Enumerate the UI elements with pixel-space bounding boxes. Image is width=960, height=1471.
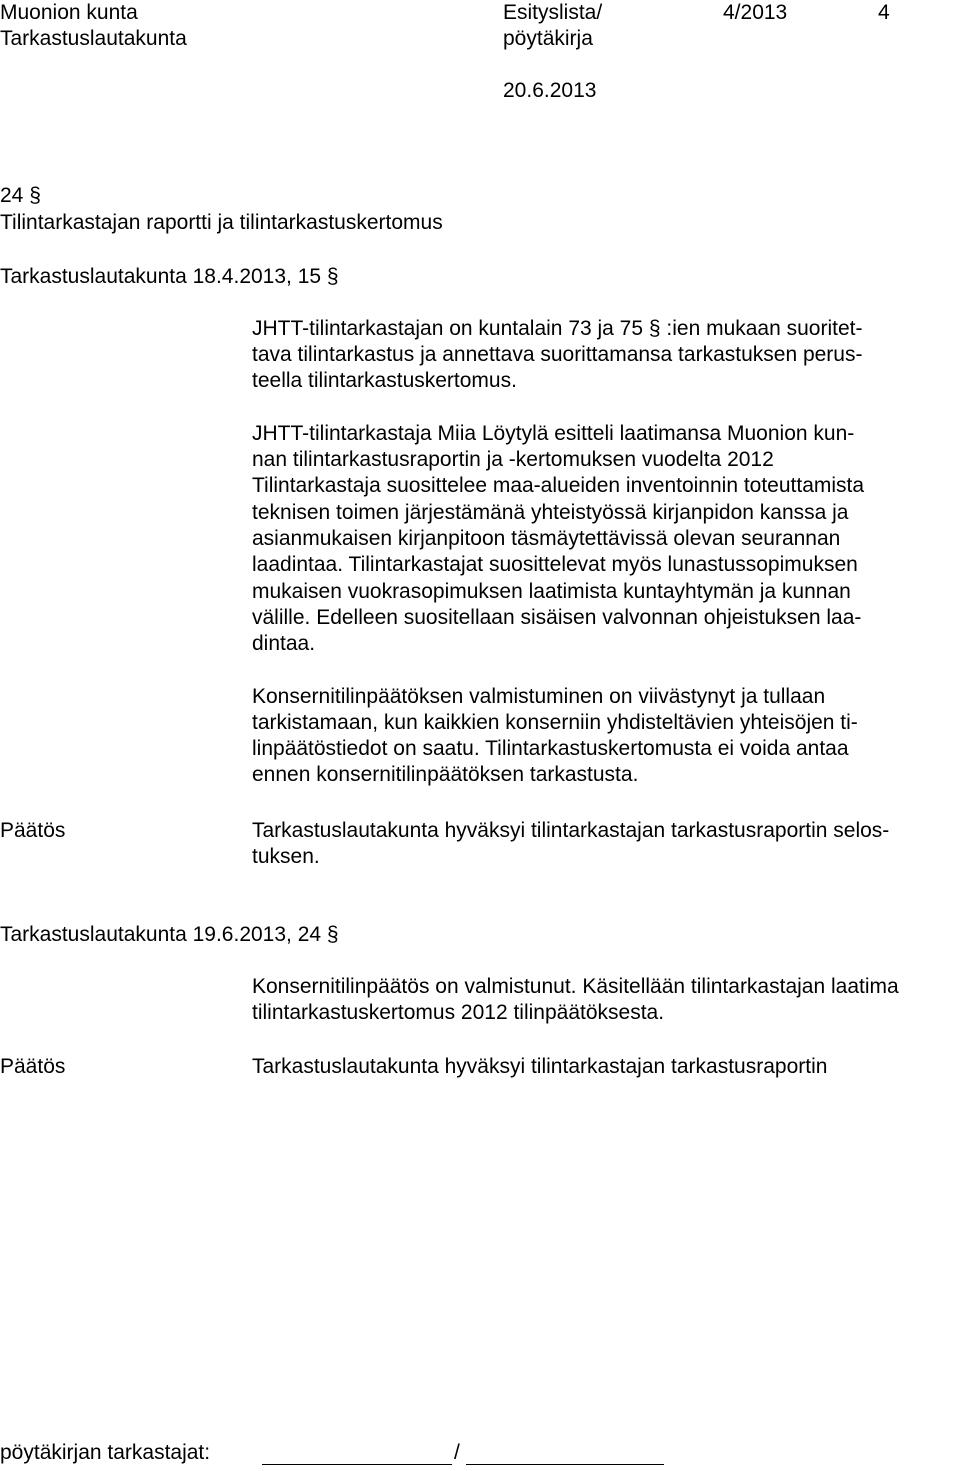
section-sign: § — [29, 184, 41, 207]
item-number: 24 § — [0, 184, 41, 207]
meeting2-reference: Tarkastuslautakunta 19.6.2013, 24 § — [0, 923, 339, 946]
inspectors-separator: / — [454, 1441, 460, 1464]
issue-number: 4/2013 — [723, 1, 788, 24]
item-title: Tilintarkastajan raportti ja tilintarkastuskertomus — [0, 211, 443, 234]
doc-type-line1: Esityslista/ — [503, 1, 603, 24]
meeting-date: 20.6.2013 — [503, 79, 597, 102]
org-name: Muonion kunta — [0, 1, 138, 24]
section-sign: § — [326, 923, 339, 946]
inspector-1-signature-line — [262, 1444, 452, 1465]
meeting1-decision-label: Päätös — [0, 819, 66, 842]
body-name: Tarkastuslautakunta — [0, 27, 187, 50]
section-sign: § — [326, 265, 339, 288]
meeting1-reference: Tarkastuslautakunta 18.4.2013, 15 § — [0, 265, 339, 288]
meeting2-decision-label: Päätös — [0, 1055, 66, 1078]
page-number: 4 — [878, 1, 890, 24]
inspector-2-signature-line — [466, 1444, 664, 1465]
doc-type-line2: pöytäkirja — [503, 27, 593, 50]
inspectors-label: pöytäkirjan tarkastajat: — [0, 1441, 211, 1464]
